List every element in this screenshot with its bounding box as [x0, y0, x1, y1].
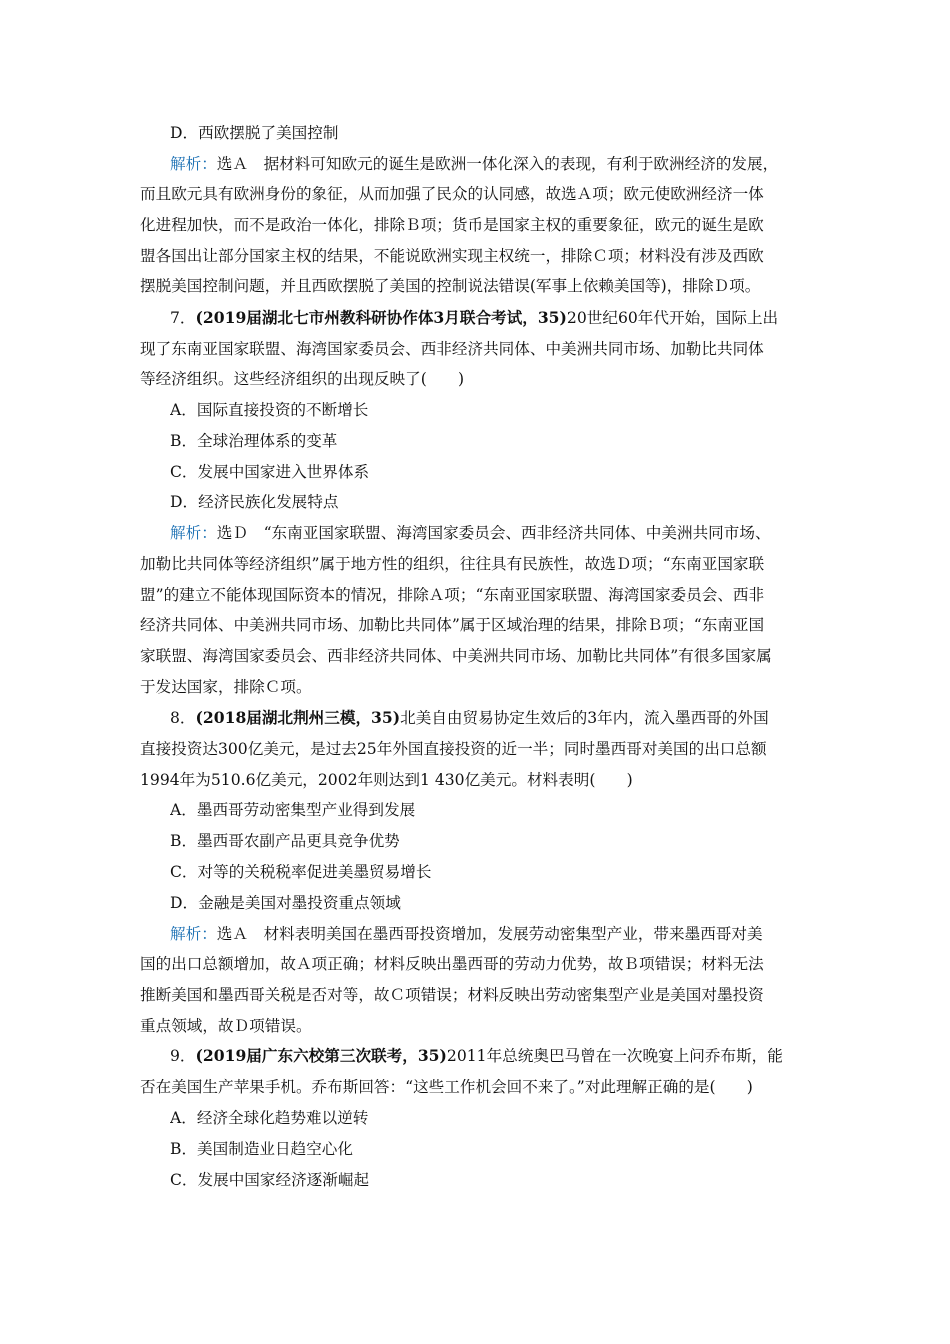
q8-option-d: D．金融是美国对墨投资重点领域 [170, 894, 401, 912]
q6-analysis-line-4: 盟各国出让部分国家主权的结果，不能说欧洲实现主权统一，排除Ｃ项；材料没有涉及西欧 [140, 247, 764, 265]
q6-analysis-line-1 [170, 154, 820, 174]
question-stem: 2011年总统奥巴马曾在一次晚宴上问乔布斯，能 [446, 1047, 783, 1065]
q9-stem-line-1 [170, 1046, 820, 1066]
q8-analysis-line-1 [170, 924, 820, 944]
question-number: 7． [170, 309, 196, 327]
question-number: 9． [170, 1047, 196, 1065]
q7-stem-line-2: 现了东南亚国家联盟、海湾国家委员会、西非经济共同体、中美洲共同市场、加勒比共同体 [140, 340, 764, 358]
q7-option-c: C．发展中国家进入世界体系 [170, 463, 370, 481]
q9-option-c: C．发展中国家经济逐渐崛起 [170, 1171, 370, 1189]
question-source: (2019届广东六校第三次联考，35) [195, 1046, 447, 1065]
q7-analysis-line-6: 于发达国家，排除Ｃ项。 [140, 678, 312, 696]
q6-option-d: D．西欧摆脱了美国控制 [170, 124, 339, 142]
q8-stem-line-3: 1994年为510.6亿美元，2002年则达到1 430亿美元。材料表明( ) [140, 771, 633, 789]
q7-analysis-line-1 [170, 523, 820, 543]
q8-stem-line-1 [170, 708, 820, 728]
analysis-label: 解析： [170, 925, 217, 943]
q8-option-a: A．墨西哥劳动密集型产业得到发展 [170, 801, 416, 819]
q7-analysis-line-4: 经济共同体、中美洲共同市场、加勒比共同体”属于区域治理的结果，排除Ｂ项；“东南亚国 [140, 616, 765, 634]
q8-analysis-line-2: 国的出口总额增加，故Ａ项正确；材料反映出墨西哥的劳动力优势，故Ｂ项错误；材料无法 [140, 955, 764, 973]
question-stem: 20世纪60年代开始，国际上出 [566, 309, 779, 327]
q7-option-a: A．国际直接投资的不断增长 [170, 401, 369, 419]
q7-analysis-line-3: 盟”的建立不能体现国际资本的情况，排除Ａ项；“东南亚国家联盟、海湾国家委员会、西非 [140, 586, 765, 604]
analysis-label: 解析： [170, 155, 217, 173]
q7-analysis-line-2: 加勒比共同体等经济组织”属于地方性的组织，往往具有民族性，故选Ｄ项；“东南亚国家联 [140, 555, 765, 573]
question-stem: 北美自由贸易协定生效后的3年内，流入墨西哥的外国 [400, 709, 769, 727]
analysis-text: 选Ａ 材料表明美国在墨西哥投资增加，发展劳动密集型产业，带来墨西哥对美 [216, 925, 763, 943]
q7-stem-line-3: 等经济组织。这些经济组织的出现反映了( ) [140, 370, 465, 388]
q9-stem-line-2: 否在美国生产苹果手机。乔布斯回答：“这些工作机会回不来了。”对此理解正确的是( ) [140, 1078, 753, 1096]
analysis-text: 选Ｄ “东南亚国家联盟、海湾国家委员会、西非经济共同体、中美洲共同市场、 [216, 524, 771, 542]
q6-analysis-line-5: 摆脱美国控制问题，并且西欧摆脱了美国的控制说法错误(军事上依赖美国等)，排除Ｄ项。 [140, 277, 761, 295]
q7-option-d: D．经济民族化发展特点 [170, 493, 339, 511]
q8-analysis-line-4: 重点领域，故Ｄ项错误。 [140, 1017, 312, 1035]
analysis-text: 选Ａ 据材料可知欧元的诞生是欧洲一体化深入的表现，有利于欧洲经济的发展， [216, 155, 779, 173]
q9-option-a: A．经济全球化趋势难以逆转 [170, 1109, 369, 1127]
q6-analysis-line-2: 而且欧元具有欧洲身份的象征，从而加强了民众的认同感，故选Ａ项；欧元使欧洲经济一体 [140, 185, 764, 203]
question-source: (2019届湖北七市州教科研协作体3月联合考试，35) [195, 308, 567, 327]
q7-analysis-line-5: 家联盟、海湾国家委员会、西非经济共同体、中美洲共同市场、加勒比共同体”有很多国家属 [140, 647, 772, 665]
q7-option-b: B．全球治理体系的变革 [170, 432, 338, 450]
q9-option-b: B．美国制造业日趋空心化 [170, 1140, 353, 1158]
analysis-label: 解析： [170, 524, 217, 542]
q8-stem-line-2: 直接投资达300亿美元，是过去25年外国直接投资的近一半；同时墨西哥对美国的出口总额 [140, 740, 767, 758]
question-source: (2018届湖北荆州三模，35) [195, 708, 401, 727]
q8-option-b: B．墨西哥农副产品更具竞争优势 [170, 832, 400, 850]
q8-analysis-line-3: 推断美国和墨西哥关税是否对等，故Ｃ项错误；材料反映出劳动密集型产业是美国对墨投资 [140, 986, 764, 1004]
q6-analysis-line-3: 化进程加快，而不是政治一体化，排除Ｂ项；货币是国家主权的重要象征，欧元的诞生是欧 [140, 216, 764, 234]
q8-option-c: C．对等的关税税率促进美墨贸易增长 [170, 863, 432, 881]
q7-stem-line-1 [170, 308, 820, 328]
question-number: 8． [170, 709, 196, 727]
